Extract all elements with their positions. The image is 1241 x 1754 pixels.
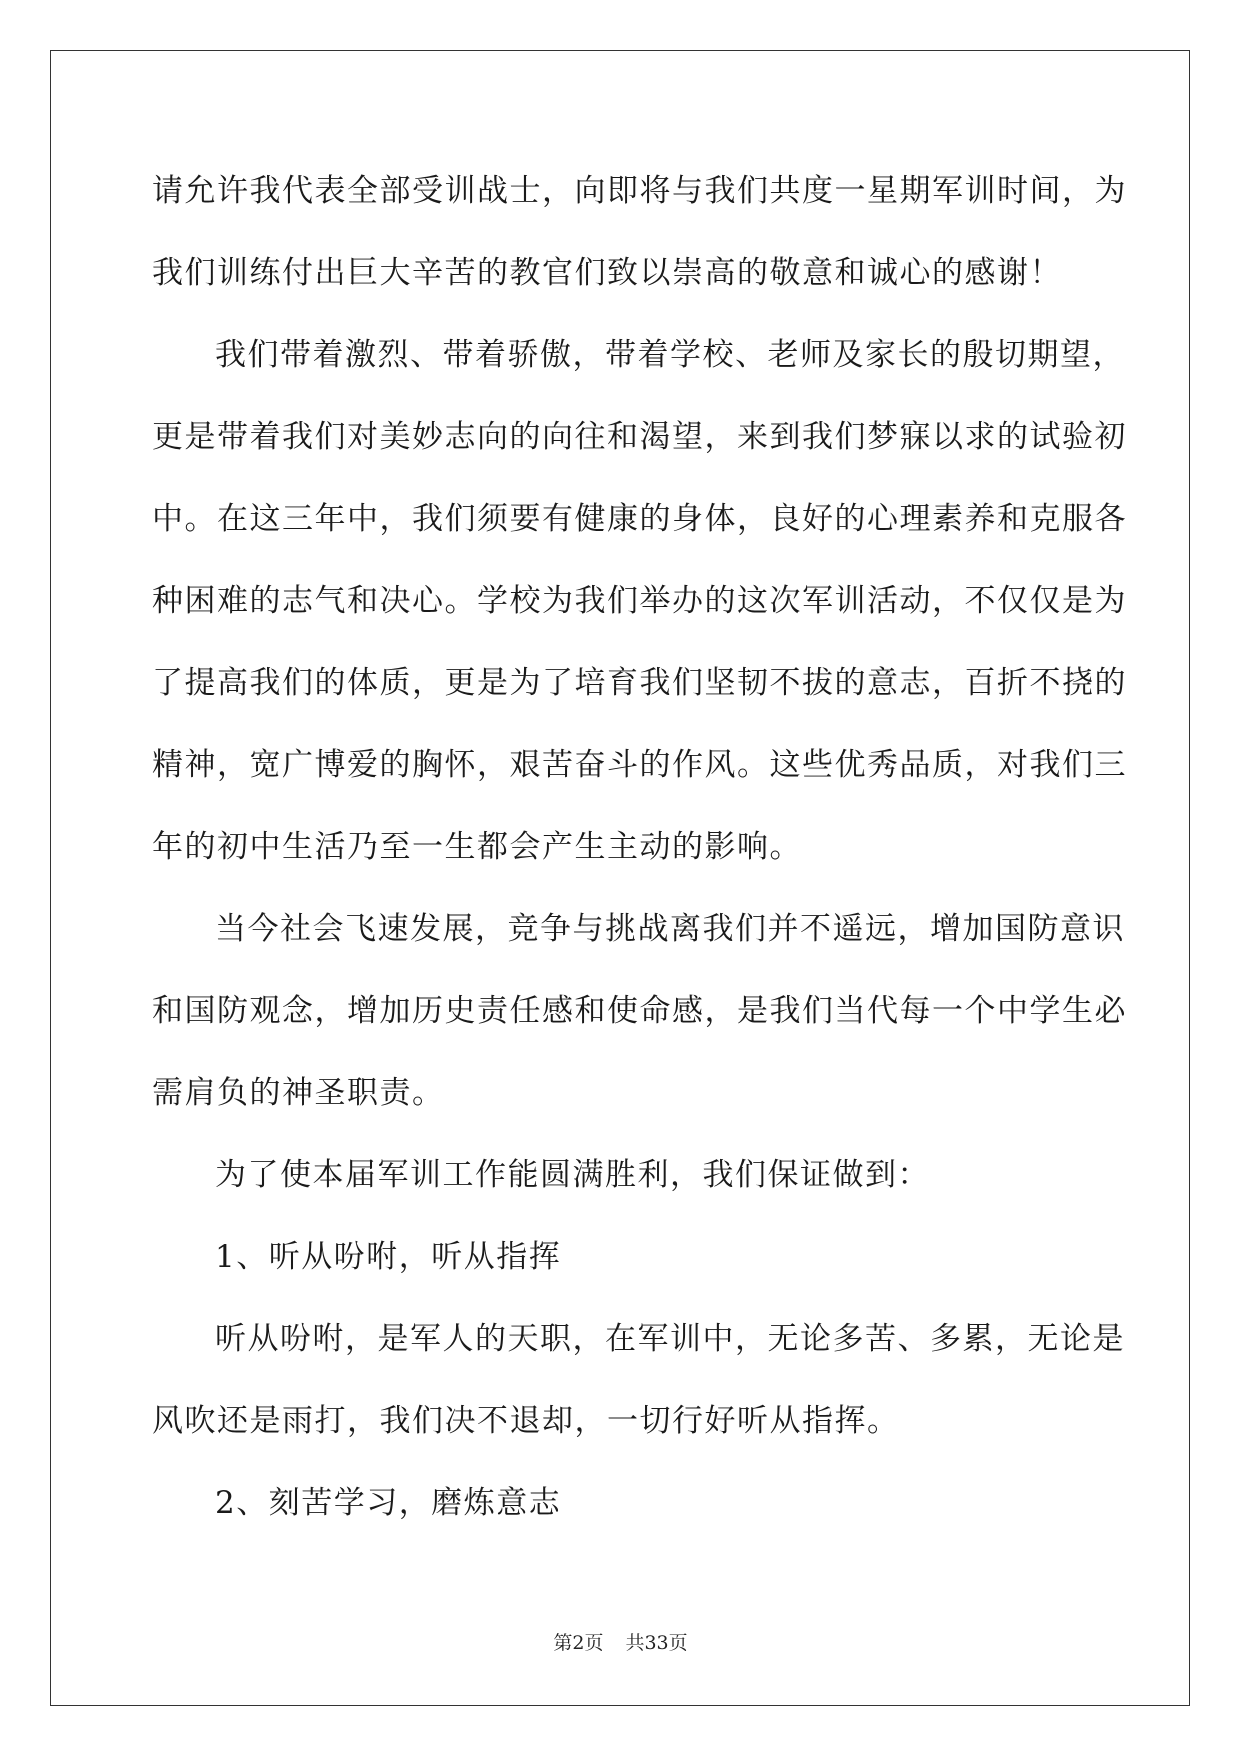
text-line-8: 精神，宽广博爱的胸怀，艰苦奋斗的作风。这些优秀品质，对我们三 — [152, 747, 1127, 783]
text-line-16: 风吹还是雨打，我们决不退却，一切行好听从指挥。 — [152, 1403, 900, 1439]
text-line-2: 我们训练付出巨大辛苦的教官们致以崇高的敬意和诚心的感谢！ — [152, 255, 1062, 291]
text-line-7: 了提高我们的体质，更是为了培育我们坚韧不拔的意志，百折不挠的 — [152, 665, 1127, 701]
document-body — [152, 160, 1127, 1554]
page-total: 共33页 — [625, 1632, 688, 1654]
text-line-3: 我们带着激烈、带着骄傲，带着学校、老师及家长的殷切期望， — [215, 337, 1125, 373]
text-line-11: 和国防观念，增加历史责任感和使命感，是我们当代每一个中学生必 — [152, 993, 1127, 1029]
text-line-1: 请允许我代表全部受训战士，向即将与我们共度一星期军训时间，为 — [152, 173, 1127, 209]
page-number: 第2页 — [553, 1632, 604, 1654]
text-line-6: 种困难的志气和决心。学校为我们举办的这次军训活动，不仅仅是为 — [152, 583, 1127, 619]
text-line-4: 更是带着我们对美妙志向的向往和渴望，来到我们梦寐以求的试验初 — [152, 419, 1127, 455]
text-line-10: 当今社会飞速发展，竞争与挑战离我们并不遥远，增加国防意识 — [215, 911, 1125, 947]
text-line-13: 为了使本届军训工作能圆满胜利，我们保证做到： — [215, 1157, 930, 1193]
text-line-5: 中。在这三年中，我们须要有健康的身体，良好的心理素养和克服各 — [152, 501, 1127, 537]
page-footer — [0, 1628, 1241, 1655]
section-heading-1: 1、听从吩咐，听从指挥 — [215, 1239, 562, 1275]
section-heading-2: 2、刻苦学习，磨炼意志 — [215, 1485, 562, 1521]
text-line-15: 听从吩咐，是军人的天职，在军训中，无论多苦、多累，无论是 — [215, 1321, 1125, 1357]
text-line-12: 需肩负的神圣职责。 — [152, 1075, 445, 1111]
text-line-9: 年的初中生活乃至一生都会产生主动的影响。 — [152, 829, 802, 865]
